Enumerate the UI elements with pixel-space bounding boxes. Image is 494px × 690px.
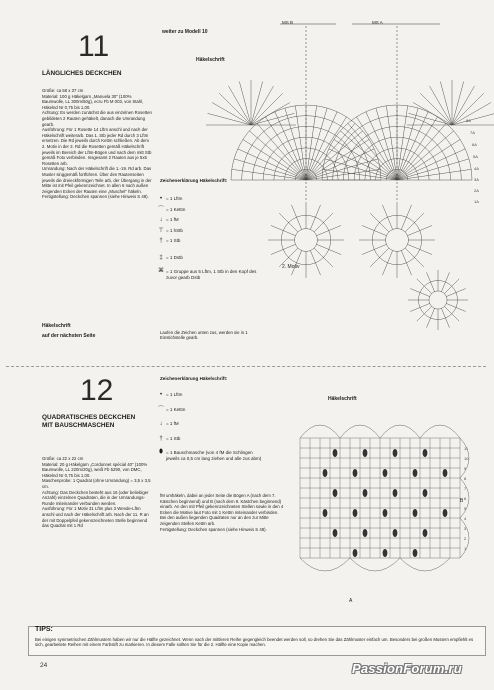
puff-stitch	[393, 449, 398, 457]
row-number: 9	[464, 466, 467, 471]
puff-stitch	[383, 469, 388, 477]
row-label: 7A	[470, 130, 475, 135]
legend-text: = 1 Lftm	[166, 196, 183, 201]
legend-text: = 1 Kettm	[166, 406, 186, 412]
puff-stitch	[383, 549, 388, 557]
paragraph: Achtung: Das Deckchen besteht aus 16 (oder beliebiger Anzahl) einzelnen Quadraten, die in der Umrandungs-Runde miteinander verbunden werden.	[42, 489, 149, 506]
puff-stitch	[353, 549, 358, 557]
edge-arc	[340, 425, 380, 438]
row-label: 5A	[473, 154, 478, 159]
puff-stitch	[423, 529, 428, 537]
row-number: 1	[464, 546, 467, 551]
puff-stitch	[413, 549, 418, 557]
puff-stitch	[333, 449, 338, 457]
legend-text: = 1 Gruppe aus 5 Lftm, 1 Stb in den Kopf des zuvor gearb Dstb	[166, 269, 257, 280]
puff-stitch	[423, 449, 428, 457]
paragraph: Ausführung: Für 1 Rosette 14 Lftm anschl und nach der Häkelschrift weiterarb. Das 1. Stb jeder Rd durch 3 Lftm ersetzen. Die Rd jeweils durch Kettm schließen. Ab dem 2. Motiv in der 3. Rd die Rosetten gemäß Häkelschrift jeweils im Bereich der Lftm-Bögen und nach dem mitt Stb gemäß Foto verbinden. Insgesamt 2 Rauten aus je 5x5 Rosetten arb.	[42, 127, 152, 166]
single-crochet-icon: ↓	[159, 217, 163, 223]
edge-arc	[350, 558, 400, 571]
puff-stitch	[333, 489, 338, 497]
row-label: 8A	[466, 118, 471, 123]
puff-stitch	[443, 509, 448, 517]
ms-b-label: MS B	[282, 20, 294, 25]
row-number: 8	[464, 476, 467, 481]
edge-arc	[420, 425, 460, 438]
label-a: A	[349, 598, 353, 604]
edge-arc	[460, 518, 469, 558]
puff-stitch	[363, 489, 368, 497]
chart-title-12: Häkelschrift	[328, 396, 357, 402]
slip-stitch-icon: ⌒	[157, 206, 164, 213]
continued-label: Häkelschrift	[42, 323, 71, 329]
paragraph: Fertigstellung: Deckchen spannen (siehe Hinweis S 48).	[42, 194, 149, 200]
chart-title: Häkelschrift	[196, 57, 225, 63]
filet-grid	[300, 438, 460, 558]
row-number: 10	[464, 456, 469, 461]
motif-label: 2. Motiv	[282, 264, 300, 270]
puff-stitch	[363, 449, 368, 457]
ms-a-label: MS A	[372, 20, 383, 25]
puff-stitch-icon: ⬮	[159, 449, 163, 455]
chain-icon: •	[159, 196, 163, 202]
row-number: 5	[464, 506, 467, 511]
puff-stitch	[323, 469, 328, 477]
pattern-11-title: LÄNGLICHES DECKCHEN	[42, 70, 122, 77]
row-number: 3	[464, 526, 467, 531]
paragraph: fM umhäkeln, dabei an jeder Seite die Bögen A (nach dem 7. Kästchen beginnend) und B (nach dem 9. Kästchen beginnend) einarb. An den mit Pfeil gekennzeichneten Stellen sowie in den 4 Ecken die Motive laut Foto mit 1 Kettm miteinander verbinden. Bei den außen liegenden Quadraten nur an den zur Mitte zeigenden Stellen Kettm arb.	[160, 493, 284, 526]
paragraph: Material: 100 g Häkelgarn „Manuela 30" (100% Baumwolle, LL 300m/50g), ecru Fb M 003, von Stahl, Häkelnd Nr 0,75 bis 1,00.	[42, 93, 144, 110]
row-number: 7	[464, 486, 467, 491]
row-label: 4A	[474, 166, 479, 171]
paragraph: Umrandung: Nach der Häkelschrift die 1.-19. Rd arb. Das Muster singgemäß fortführen. Über den Rautenseiten jeweils die dreieckförmigen Teile arb, der Übergang in der Mitte ist mit Pfeil gekennzeichnet. In allen 6 nach außen zeigenden Ecken der Rauten eine „Muschel" häkeln.	[42, 166, 152, 194]
puff-stitches	[323, 449, 448, 557]
legend-text: = 1 fM	[166, 421, 179, 426]
legend-text: = 1 Stb	[166, 435, 181, 441]
legend-title-12: Zeichenerklärung Häkelschrift:	[160, 376, 228, 381]
tips-box	[28, 626, 486, 656]
chart-header: weiter zu Modell 10	[162, 29, 208, 35]
page-number: 24	[40, 662, 48, 669]
legend-text: = 1 Bauschmasche (von 4 fM die Schlingen jeweils ca 0,5 cm lang ziehen und alle zus abm)	[166, 450, 262, 461]
edge-arc	[300, 558, 350, 571]
row-label: 2A	[474, 188, 479, 193]
double-crochet-icon: †	[159, 435, 163, 442]
pattern-12-number: 12	[80, 374, 114, 407]
puff-stitch	[413, 469, 418, 477]
tips-heading: TIPS:	[35, 626, 53, 633]
pattern-11-number: 11	[78, 30, 110, 63]
watermark: PassionForum.ru	[352, 661, 462, 676]
slip-stitch-icon: ⌒	[157, 406, 164, 413]
row-number: 6	[464, 496, 467, 501]
chain-icon: •	[159, 392, 163, 398]
tips-text: Bei einigen symmetrischen Zählmustern haben wir nur die Hälfte gezeichnet. Wenn nach der mittleren Reihe gegengleich beendet werden soll, so drehen Sie das Zählmuster einfach um. Besonders bei großen Mustern empfiehlt es sich, gearbeitete Reihen mit einem Farbstift zu markieren. In diesem Falle sollten Sie für die 2. Hälfte eine Kopie machen.	[35, 637, 474, 648]
puff-stitch	[393, 529, 398, 537]
row-number: 4	[464, 516, 467, 521]
row-label: 6A	[472, 142, 477, 147]
paragraph: Größe: ca 58 x 37 cm	[42, 88, 84, 93]
puff-stitch	[353, 469, 358, 477]
edge-arc	[400, 558, 450, 571]
legend-text: = 1 Kettm	[166, 206, 186, 212]
edge-arc	[460, 438, 469, 478]
legend-note: Laufen die Zeichen unten zus, werden sie in 1 Einstichstelle gearb.	[160, 330, 248, 341]
half-double-icon: ⊤	[158, 227, 164, 234]
paragraph: Achtung: Es werden zunächst die aus einzelnen Rosetten gebildeten 2 Rauten gehäkelt, danach die Umrandung gearb.	[42, 110, 152, 127]
row-number: 2	[464, 536, 467, 541]
double-crochet-icon: †	[159, 238, 163, 244]
legend-text: = 1 Lftm	[166, 392, 183, 397]
edge-arc	[380, 425, 420, 438]
paragraph: Fertigstellung: Deckchen spannen (siehe Hinweis S 48).	[160, 526, 267, 532]
puff-stitch	[413, 509, 418, 517]
single-crochet-icon: ↓	[159, 421, 163, 427]
puff-stitch	[363, 529, 368, 537]
label-b: B	[460, 498, 464, 504]
legend-text: = 1 fM	[166, 217, 179, 222]
puff-stitch	[353, 509, 358, 517]
legend-text: = 1 Dstb	[166, 254, 183, 260]
row-label: 1A	[474, 199, 479, 204]
edge-arc	[300, 425, 340, 438]
continued-label-2: auf der nächsten Seite	[42, 333, 96, 339]
legend-text: = 1 Stb	[166, 238, 181, 243]
group-icon: ⌘	[158, 268, 164, 274]
puff-stitch	[423, 489, 428, 497]
paragraph: Maschenprobe: 1 Quadrat (ohne Umrandung) = 3,5 x 3,5 cm.	[42, 478, 151, 489]
puff-stitch	[333, 529, 338, 537]
row-number: 11	[464, 446, 469, 451]
treble-crochet-icon: ‡	[159, 254, 163, 261]
puff-stitch	[443, 469, 448, 477]
puff-stitch	[393, 489, 398, 497]
legend-title: Zeichenerklärung Häkelschrift:	[160, 178, 228, 183]
legend-text: = 1 hStb	[166, 227, 183, 233]
puff-stitch	[323, 509, 328, 517]
paragraph: Ausführung: Für 1 Motiv 31 Lftm plus 3 Wende-Lftm anschl und nach der Häkelschrift arb. Nach der 11. R an der mit Doppelpfeil gekennzeichneten Stelle beginnend das Quadrat mit 1 Rd	[42, 506, 149, 529]
puff-stitch	[383, 509, 388, 517]
edge-arc	[460, 478, 469, 518]
row-label: 3A	[474, 177, 479, 182]
paragraph: Größe: ca 22 x 22 cm	[42, 456, 84, 461]
paragraph: Material: 20 g Häkelgarn „Cordonnet spécial 40" (100% Baumwolle, LL 220m/20g), weiß Fb 5290, von DMC, Häkelnd Nr 0,75 bis 1,00.	[42, 461, 148, 478]
pattern-12-title: QUADRATISCHES DECKCHEN MIT BAUSCHMASCHEN	[42, 414, 136, 429]
